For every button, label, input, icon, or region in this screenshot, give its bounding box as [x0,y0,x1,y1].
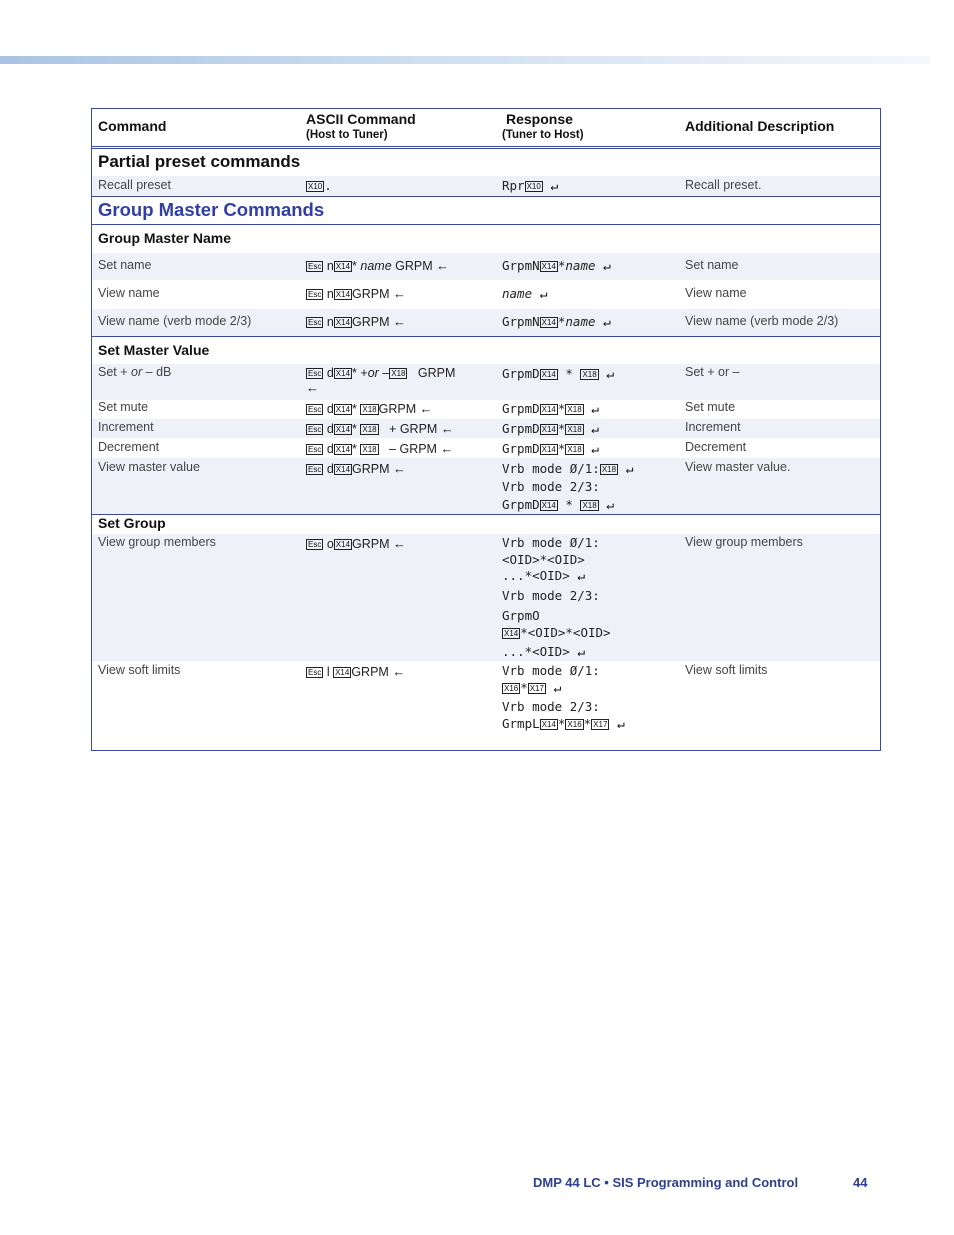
return-arrow-icon: ↵ [603,259,611,274]
esc-box: Esc [308,262,322,271]
response-soft-4: GrmpL X14 * X16 * X17 ↵ [502,716,625,732]
left-arrow-icon: ← [306,380,319,395]
row-label-set-db: Set + or – dB [98,365,172,379]
response-view-master-1: Vrb mode Ø/1: X18 ↵ [502,461,634,477]
response-members-4: Vrb mode 2/3: [502,588,600,603]
row-label-view-name: View name [98,286,160,300]
response-members-3: ...*<OID> ↵ [502,568,586,584]
left-arrow-icon: ← [440,421,454,436]
ascii-set-db: Esc d X14 * +or – X18 GRPM [308,366,456,380]
return-arrow-icon: ↵ [616,717,625,732]
ascii-view-master: Esc d X14 GRPM ← [308,461,406,476]
section-title-partial: Partial preset commands [98,152,301,171]
row-shade [92,364,880,400]
desc-recall: Recall preset. [685,178,762,192]
left-arrow-icon: ← [436,258,450,273]
row-label-view-members: View group members [98,535,216,549]
col-header-ascii-sub: (Host to Tuner) [306,129,388,141]
desc-increment: Increment [685,420,741,434]
response-members-2: <OID>*<OID> [502,552,585,567]
ascii-view-name: Esc n X14 GRPM ← [308,286,406,301]
desc-view-name-verb: View name (verb mode 2/3) [685,314,839,328]
desc-set-name: Set name [685,258,739,272]
row-shade [92,534,880,661]
header-rule [92,146,880,147]
row-label-decrement: Decrement [98,440,160,454]
response-view-master-3: GrpmD X14 * X18 ↵ [502,497,615,513]
desc-view-name: View name [685,286,747,300]
response-members-6: X14 *<OID>*<OID> [504,625,611,640]
row-shade [92,176,880,196]
return-arrow-icon: ↵ [553,681,562,696]
subsection-set-master-value: Set Master Value [98,342,210,358]
return-arrow-icon: ↵ [591,422,599,437]
response-members-5: GrpmO [502,608,540,623]
ascii-soft-limits: Esc l X14 GRPM ← [308,664,406,679]
row-label-set-name: Set name [98,258,152,272]
response-recall: Rpr X10 ↵ [502,178,559,194]
subsection-set-group: Set Group [98,515,166,531]
response-view-name: name ↵ [502,286,548,302]
left-arrow-icon: ← [393,286,406,301]
response-soft-2: X16 * X17 ↵ [504,680,562,696]
left-arrow-icon: ← [419,401,433,416]
section-rule [92,224,880,225]
return-arrow-icon: ↵ [591,442,599,457]
ascii-increment: Esc d X14 * X18 + GRPM ← [308,421,454,436]
ascii-decrement: Esc d X14 * X18 – GRPM ← [308,441,454,456]
subsection-group-master-name: Group Master Name [98,230,232,246]
return-arrow-icon: ↵ [577,645,586,660]
section-rule [92,514,880,515]
return-arrow-icon: ↵ [606,498,615,513]
left-arrow-icon: ← [393,461,406,476]
section-rule [92,196,880,197]
ascii-set-mute: Esc d X14 * X18 GRPM ← [308,401,433,416]
col-header-ascii: ASCII Command [306,111,416,127]
desc-view-master: View master value. [685,460,791,474]
response-set-name: GrpmN X14 *name ↵ [502,258,611,274]
response-increment: GrpmD X14 * X18 ↵ [502,421,599,437]
row-label-soft-limits: View soft limits [98,663,181,677]
return-arrow-icon: ↵ [591,402,599,417]
header-gradient-bar [0,56,930,64]
row-label-view-master: View master value [98,460,200,474]
response-members-1: Vrb mode Ø/1: [502,535,600,550]
desc-view-members: View group members [685,535,803,549]
ascii-view-members: Esc o X14 GRPM ← [308,536,406,551]
col-header-description: Additional Description [685,118,835,134]
left-arrow-icon: ← [440,441,454,456]
row-label-set-mute: Set mute [98,400,149,414]
left-arrow-icon: ← [393,314,406,329]
section-title-group-master: Group Master Commands [98,199,325,220]
response-decrement: GrpmD X14 * X18 ↵ [502,441,599,457]
row-shade [92,253,880,280]
left-arrow-icon: ← [392,664,406,679]
row-label-recall: Recall preset [98,178,171,192]
response-view-name-verb: GrpmN X14 *name ↵ [502,314,611,330]
ascii-view-name-verb: Esc n X14 GRPM ← [308,314,406,329]
page-number: 44 [853,1175,868,1190]
row-label-view-name-verb: View name (verb mode 2/3) [98,314,252,328]
response-set-mute: GrpmD X14 * X18 ↵ [502,401,599,417]
ascii-set-name: Esc n X14 * name GRPM ← [308,258,450,273]
col-header-response-sub: (Tuner to Host) [502,129,584,141]
ascii-recall: X10 . [308,178,332,193]
return-arrow-icon: ↵ [625,462,634,477]
header-rule [92,148,880,149]
response-set-db: GrpmD X14 * X18 ↵ [502,366,615,382]
desc-soft-limits: View soft limits [685,663,768,677]
return-arrow-icon: ↵ [550,179,559,194]
col-header-response: Response [506,111,573,127]
response-members-7: ...*<OID> ↵ [502,644,586,660]
x10-box: X10 [308,182,323,191]
row-label-increment: Increment [98,420,154,434]
col-header-command: Command [98,118,167,134]
response-view-master-2: Vrb mode 2/3: [502,479,600,494]
row-shade [92,419,880,438]
desc-decrement: Decrement [685,440,747,454]
desc-set-mute: Set mute [685,400,736,414]
section-rule [92,336,880,337]
desc-set-db: Set + or – [685,365,740,379]
response-soft-1: Vrb mode Ø/1: [502,663,600,678]
return-arrow-icon: ↵ [577,569,586,584]
response-soft-3: Vrb mode 2/3: [502,699,600,714]
left-arrow-icon: ← [393,536,406,551]
return-arrow-icon: ↵ [606,367,615,382]
return-arrow-icon: ↵ [603,315,611,330]
footer-title: DMP 44 LC • SIS Programming and Control [533,1175,799,1190]
return-arrow-icon: ↵ [539,287,548,302]
